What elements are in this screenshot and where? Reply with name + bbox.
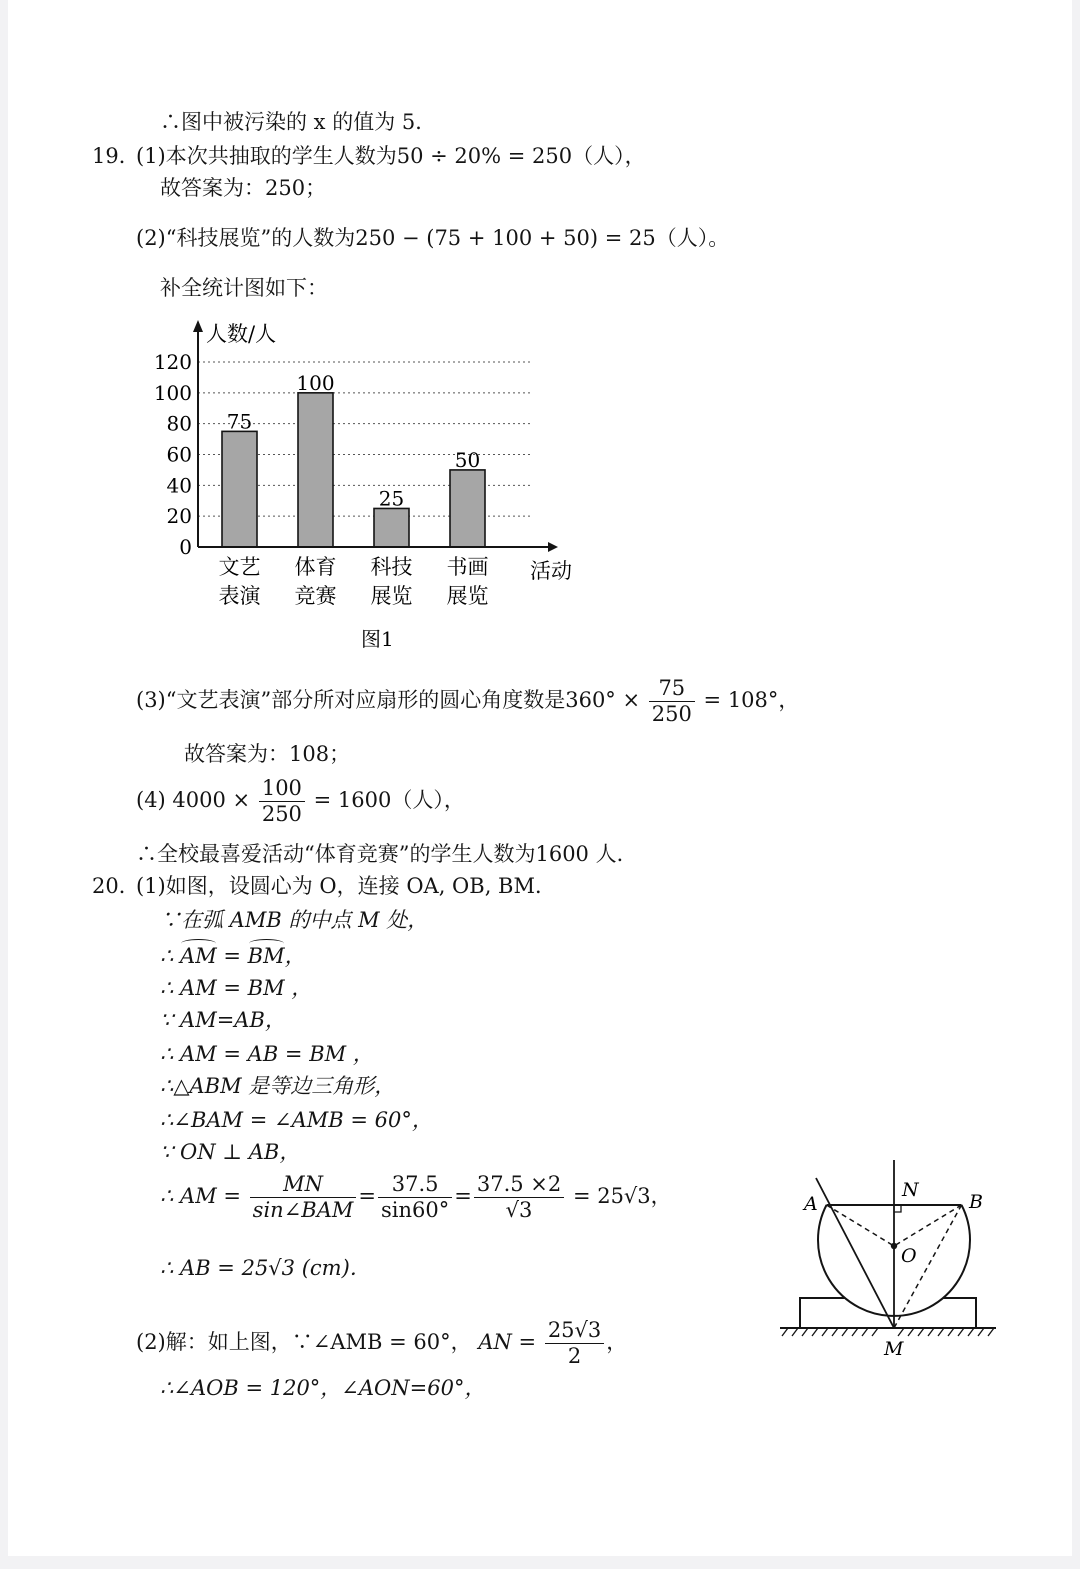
- q19-part4-result: = 1600（人），: [313, 788, 465, 812]
- fraction-denominator: sin∠BAM: [252, 1198, 354, 1222]
- y-tick-label: 20: [166, 504, 192, 529]
- label-n: N: [902, 1179, 919, 1201]
- y-tick-label: 80: [166, 411, 192, 436]
- fraction-75-250: [649, 676, 695, 727]
- x-axis-arrow: [548, 542, 558, 552]
- chart-ylabel: 人数/人: [206, 322, 277, 346]
- q19-part4-text: (4) 4000 ×: [136, 788, 251, 812]
- fraction-denominator: 250: [651, 702, 692, 726]
- therefore-symbol: ∴: [160, 944, 181, 968]
- arc-am: AM: [180, 944, 217, 968]
- step9-lhs: ∴ AM =: [160, 1184, 241, 1208]
- comma: ，: [606, 1330, 628, 1354]
- q20-step8: ∵ ON ⊥ AB，: [160, 1140, 301, 1164]
- q20-step10: ∴ AB = 25√3 (cm)．: [160, 1256, 371, 1280]
- bar-value-label: 100: [296, 370, 335, 395]
- fraction-numerator: 25√3: [545, 1318, 604, 1344]
- ground-hatching: [782, 1328, 994, 1336]
- q19-part3: [136, 676, 799, 727]
- comma: ，: [284, 944, 306, 968]
- x-category-label: 科技: [370, 555, 413, 579]
- bar: [374, 508, 409, 547]
- y-tick-label: 120: [153, 350, 192, 374]
- line-x-value: ∴图中被污染的 x 的值为 5．: [160, 110, 437, 134]
- fraction-numerator: MN: [250, 1172, 357, 1198]
- x-category-label: 体育: [294, 555, 337, 579]
- x-category-label: 竞赛: [294, 584, 337, 608]
- label-b: B: [969, 1191, 983, 1213]
- bar: [222, 431, 257, 547]
- fraction-denominator: √3: [505, 1198, 533, 1222]
- label-a: A: [804, 1193, 818, 1215]
- bar-chart: [128, 310, 608, 660]
- y-tick-label: 100: [153, 380, 192, 405]
- equals-sign: =: [216, 944, 248, 968]
- x-category-label: 书画: [446, 555, 489, 579]
- q20-part2: [136, 1318, 627, 1369]
- q20-step3: ∴ AM = BM ，: [160, 976, 313, 1000]
- fraction-an: [545, 1318, 604, 1369]
- part2-text: (2)解：如上图，∵∠AMB = 60°，: [136, 1330, 472, 1354]
- fraction-mn-sin: [250, 1172, 357, 1223]
- x-category-label: 展览: [446, 584, 489, 608]
- bar: [298, 393, 333, 547]
- an-label: AN =: [478, 1330, 537, 1354]
- q20-part2-last: ∴∠AOB = 120°，∠AON=60°，: [160, 1376, 486, 1400]
- fraction-37-sin60: [378, 1172, 452, 1223]
- x-category-label: 表演: [218, 584, 261, 608]
- fraction-numerator: 75: [649, 676, 695, 702]
- center-point-o: [891, 1243, 897, 1249]
- q20-step4: ∵ AM=AB，: [160, 1008, 286, 1032]
- q19-part3-text: (3)“文艺表演”部分所对应扇形的圆心角度数是360° ×: [136, 688, 641, 712]
- fraction-100-250: [259, 776, 305, 827]
- q20-number: 20．: [92, 874, 140, 898]
- y-tick-label: 60: [166, 442, 192, 467]
- q19-part1-answer: 故答案为：250；: [160, 176, 327, 200]
- chart-xlabel: 活动: [530, 559, 572, 583]
- fraction-numerator: 37.5: [378, 1172, 452, 1198]
- arc-bm: BM: [247, 944, 285, 968]
- fraction-denominator: 250: [261, 802, 302, 826]
- q20-step9: ∴ AM = $\frac{MN}{\text{sin∠BAM}}$ = $\frac{37.5}{\sin 60^\circ}$ = $\frac{37.5 \times 2}{√3}$ = 25√3，: [160, 1172, 672, 1222]
- label-m: M: [884, 1338, 904, 1360]
- bar-value-label: 75: [226, 409, 253, 434]
- bar-value-label: 25: [378, 486, 405, 511]
- bar: [450, 470, 485, 547]
- q19-part2-fill: 补全统计图如下：: [160, 276, 328, 300]
- q19-part2: (2)“科技展览”的人数为250 − (75 + 100 + 50) = 25（人）。: [136, 226, 730, 250]
- q19-part3-answer: 故答案为：108；: [184, 742, 351, 766]
- step9-result: = 25√3，: [572, 1184, 672, 1208]
- bar-value-label: 50: [454, 447, 481, 472]
- q19-part4: [136, 776, 465, 827]
- x-category-label: 展览: [370, 584, 413, 608]
- document-page: [8, 0, 1072, 1556]
- q19-part3-result: = 108°，: [703, 688, 800, 712]
- y-axis-arrow: [193, 320, 203, 332]
- q20-step7: ∴∠BAM = ∠AMB = 60°，: [160, 1108, 433, 1132]
- q20-step5: ∴ AM = AB = BM ，: [160, 1042, 374, 1066]
- q19-part1: (1)本次共抽取的学生人数为50 ÷ 20% = 250（人），: [136, 144, 646, 168]
- fraction-numerator: 100: [259, 776, 305, 802]
- q19-number: 19．: [92, 144, 140, 168]
- chart-title: 图1: [361, 627, 394, 651]
- q19-conclusion: ∴全校最喜爱活动“体育竞赛”的学生人数为1600 人．: [136, 842, 638, 866]
- fraction-denominator: 2: [567, 1344, 582, 1368]
- q20-step1: ∵在弧 AMB 的中点 M 处，: [160, 908, 429, 932]
- fraction-75-sqrt3: [474, 1172, 564, 1223]
- q20-step6: ∴△ABM 是等边三角形，: [160, 1074, 396, 1098]
- fraction-numerator: 37.5 ×2: [474, 1172, 564, 1198]
- geometry-figure: [768, 1150, 1008, 1365]
- y-tick-label: 40: [166, 473, 192, 498]
- label-o: O: [901, 1245, 917, 1267]
- fraction-denominator: sin60°: [381, 1198, 450, 1222]
- q20-step2: [160, 942, 306, 970]
- q20-part1: (1)如图，设圆心为 O，连接 OA, OB, BM．: [136, 874, 556, 898]
- y-tick-label: 0: [179, 535, 192, 559]
- x-category-label: 文艺: [218, 555, 261, 579]
